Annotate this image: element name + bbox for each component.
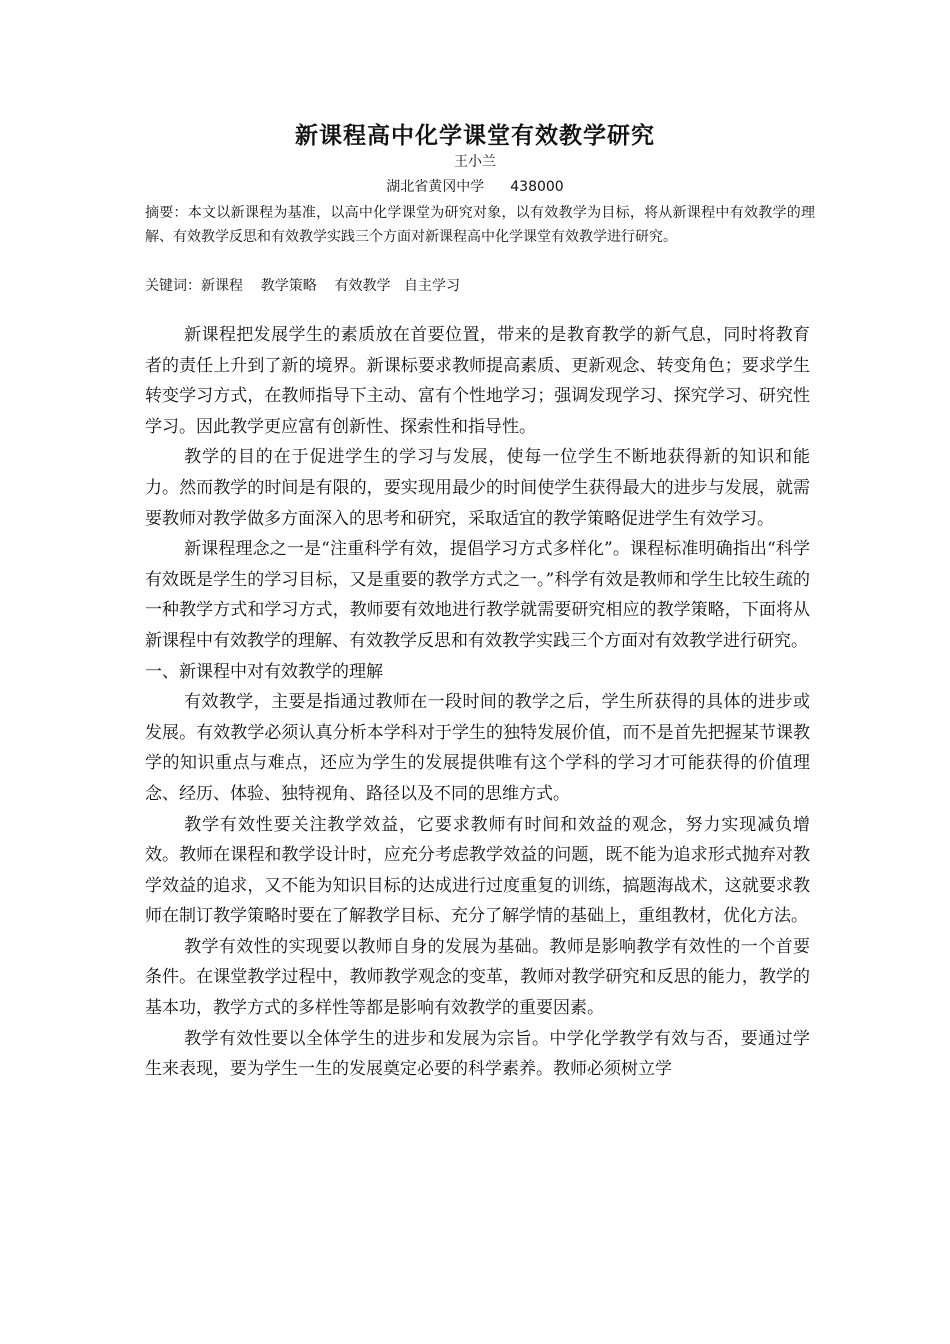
abstract: 摘要：本文以新课程为基准，以高中化学课堂为研究对象，以有效教学为目标，将从新课程中有效教学的理解、有效教学反思和有效教学实践三个方面对新课程高中化学课堂有效教学进行研究。 xyxy=(145,205,815,245)
section-heading: 一、新课程中对有效教学的理解 xyxy=(145,661,383,682)
body-text xyxy=(145,320,810,1085)
affiliation-name: 湖北省黄冈中学 xyxy=(386,179,485,195)
keywords: 关键词：新课程 教学策略 有效教学 自主学习 xyxy=(145,278,460,294)
paragraph: 有效教学，主要是指通过教师在一段时间的教学之后，学生所获得的具体的进步或发展。有效教学必须认真分析本学科对于学生的独特发展价值，而不是首先把握某节课教学的知识重点与难点，还应为学生的发展提供唯有这个学科的学习才可能获得的价值理念、经历、体验、独特视角、路径以及不同的思维方式。 xyxy=(145,692,810,804)
author-name: 王小兰 xyxy=(454,154,496,170)
author-affiliation xyxy=(0,177,950,197)
paragraph: 教学有效性的实现要以教师自身的发展为基础。教师是影响教学有效性的一个首要条件。在课堂教学过程中，教师教学观念的变革，教师对教学研究和反思的能力，教学的基本功，教学方式的多样性等都是影响有效教学的重要因素。 xyxy=(145,936,810,1019)
paragraph: 教学的目的在于促进学生的学习与发展，使每一位学生不断地获得新的知识和能力。然而教学的时间是有限的，要实现用最少的时间使学生获得最大的进步与发展，就需要教师对教学做多方面深入的思考和研究，采取适宜的教学策略促进学生有效学习。 xyxy=(145,447,810,529)
document-title: 新课程高中化学课堂有效教学研究 xyxy=(295,122,655,149)
postal-code: 438000 xyxy=(510,179,564,195)
paragraph: 新课程把发展学生的素质放在首要位置，带来的是教育教学的新气息，同时将教育者的责任上升到了新的境界。新课标要求教师提高素质、更新观念、转变角色；要求学生转变学习方式，在教师指导下主动、富有个性地学习；强调发现学习、探究学习、研究性学习。因此教学更应富有创新性、探索性和指导性。 xyxy=(145,325,810,437)
paragraph: 教学有效性要以全体学生的进步和发展为宗旨。中学化学教学有效与否，要通过学生来表现，要为学生一生的发展奠定必要的科学素养。教师必须树立学 xyxy=(145,1028,810,1080)
paragraph: 教学有效性要关注教学效益，它要求教师有时间和效益的观念，努力实现减负增效。教师在课程和教学设计时，应充分考虑教学效益的问题，既不能为追求形式抛弃对教学效益的追求，又不能为知识目标的达成进行过度重复的训练，搞题海战术，这就要求教师在制订教学策略时要在了解教学目标、充分了解学情的基础上，重组教材，优化方法。 xyxy=(145,814,810,927)
paragraph: 新课程理念之一是“注重科学有效，提倡学习方式多样化”。课程标准明确指出“科学有效既是学生的学习目标，又是重要的教学方式之一。”科学有效是教师和学生比较生疏的一种教学方式和学习方式，教师要有效地进行教学就需要研究相应的教学策略，下面将从新课程中有效教学的理解、有效教学反思和有效教学实践三个方面对有效教学进行研究。 xyxy=(145,539,810,651)
